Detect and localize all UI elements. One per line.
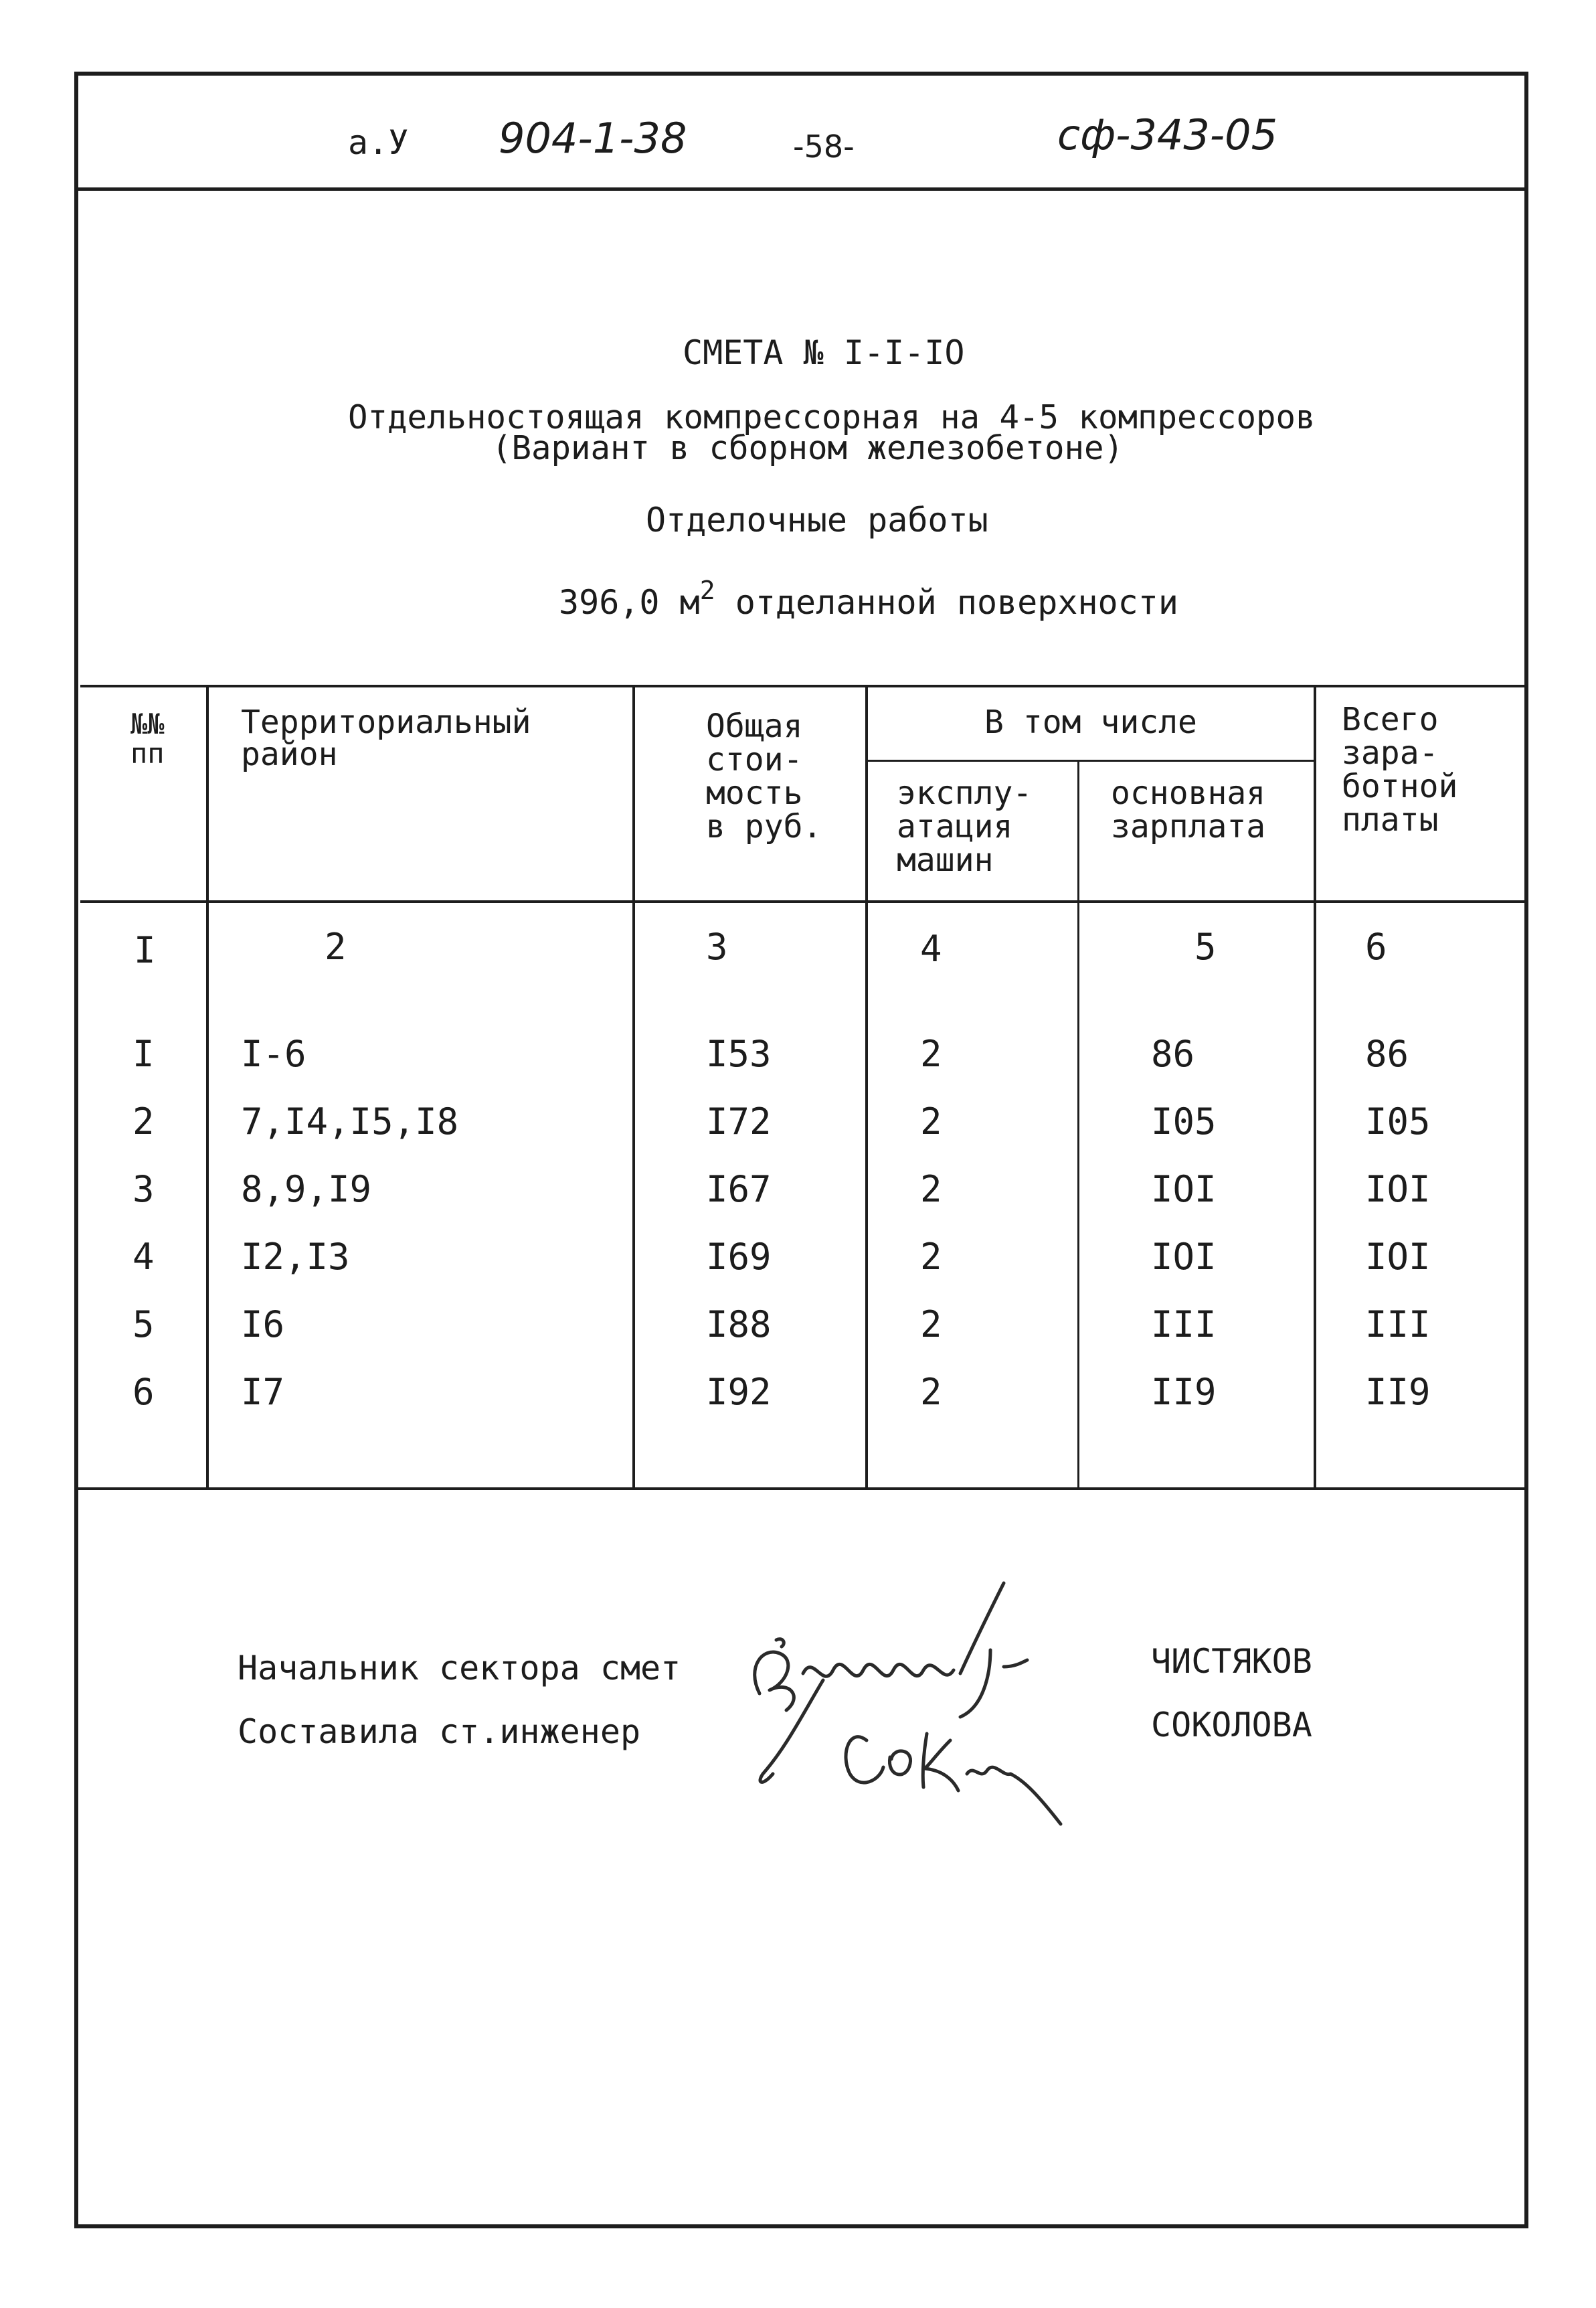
- signer-role: Составила ст.инженер: [238, 1712, 641, 1751]
- row-number: 5: [132, 1303, 155, 1345]
- row-number: 2: [132, 1100, 155, 1143]
- header-total-wages: Всего зара- ботной платы: [1342, 701, 1458, 839]
- col-divider-5: [1314, 685, 1316, 1490]
- district: 8,9,I9: [241, 1168, 372, 1210]
- header-machines: эксплу- атация машин: [897, 774, 1033, 879]
- total-wages: II9: [1365, 1371, 1431, 1413]
- table-row: [0, 1237, 1596, 1277]
- header-including: В том числе: [984, 704, 1197, 741]
- total-cost: I88: [706, 1303, 772, 1345]
- table-row: [0, 1169, 1596, 1210]
- column-number: 5: [1194, 926, 1217, 968]
- document-frame: [74, 72, 1528, 2228]
- row-number: 6: [132, 1371, 155, 1413]
- total-wages: IOI: [1365, 1236, 1431, 1278]
- table-row: [0, 1305, 1596, 1345]
- base-salary: 86: [1151, 1033, 1195, 1075]
- base-salary: IOI: [1151, 1236, 1217, 1278]
- machines-cost: 2: [920, 1236, 942, 1278]
- base-salary: II9: [1151, 1371, 1217, 1413]
- district: I6: [241, 1303, 285, 1345]
- table-bottom-border: [74, 1487, 1528, 1490]
- district: I7: [241, 1371, 285, 1413]
- sheet-code: сф-343-05: [1057, 110, 1278, 159]
- album-label: а.У: [348, 123, 409, 162]
- row-number: I: [132, 1033, 155, 1075]
- header-total-cost: Общая стои- мость в руб.: [706, 708, 822, 845]
- total-wages: III: [1365, 1303, 1431, 1345]
- total-cost: I53: [706, 1033, 772, 1075]
- quantity-number: 396,0 м: [559, 583, 700, 622]
- column-number: I: [134, 929, 156, 971]
- total-cost: I92: [706, 1371, 772, 1413]
- quantity: [559, 572, 1178, 621]
- column-number: 4: [920, 928, 942, 970]
- district: I2,I3: [241, 1236, 350, 1278]
- machines-cost: 2: [920, 1100, 942, 1143]
- total-cost: I69: [706, 1236, 772, 1278]
- signer-role: Начальник сектора смет: [238, 1649, 681, 1687]
- total-cost: I72: [706, 1100, 772, 1143]
- quantity-text: отделанной поверхности: [715, 583, 1178, 622]
- header-district: Территориальный район: [241, 704, 531, 773]
- district: I-6: [241, 1033, 306, 1075]
- district: 7,I4,I5,I8: [241, 1100, 459, 1143]
- row-number: 4: [132, 1236, 155, 1278]
- col-divider-1: [206, 685, 209, 1490]
- header-divider: [74, 187, 1528, 191]
- col-divider-3: [865, 685, 868, 1490]
- header-number: №№ пп: [130, 708, 165, 770]
- works-type: Отделочные работы: [646, 501, 988, 540]
- signer-name: ЧИСТЯКОВ: [1151, 1642, 1312, 1681]
- project-number: 904-1-38: [499, 114, 687, 163]
- total-wages: I05: [1365, 1100, 1431, 1143]
- object-variant: (Вариант в сборном железобетоне): [492, 429, 1124, 467]
- total-wages: 86: [1365, 1033, 1409, 1075]
- total-cost: I67: [706, 1168, 772, 1210]
- machines-cost: 2: [920, 1033, 942, 1075]
- base-salary: III: [1151, 1303, 1217, 1345]
- row-number: 3: [132, 1168, 155, 1210]
- signer-name: СОКОЛОВА: [1151, 1706, 1312, 1744]
- base-salary: IOI: [1151, 1168, 1217, 1210]
- column-number: 6: [1365, 926, 1387, 968]
- handwritten-signatures: [723, 1573, 1097, 1834]
- machines-cost: 2: [920, 1168, 942, 1210]
- total-wages: IOI: [1365, 1168, 1431, 1210]
- object-name: Отдельностоящая компрессорная на 4-5 компрессоров: [348, 398, 1316, 436]
- page-number: -58-: [793, 129, 855, 165]
- table-row: [0, 1102, 1596, 1142]
- header-bottom-border: [80, 900, 1528, 903]
- base-salary: I05: [1151, 1100, 1217, 1143]
- estimate-title: СМЕТА № I-I-IO: [683, 333, 965, 372]
- table-row: [0, 1034, 1596, 1074]
- column-number: 2: [325, 926, 347, 968]
- subheader-divider: [867, 760, 1315, 762]
- quantity-power: 2: [699, 576, 715, 605]
- header-base-salary: основная зарплата: [1111, 774, 1266, 845]
- table-top-border: [80, 685, 1528, 687]
- col-divider-2: [632, 685, 635, 1490]
- machines-cost: 2: [920, 1303, 942, 1345]
- table-row: [0, 1372, 1596, 1412]
- column-number: 3: [706, 926, 728, 968]
- machines-cost: 2: [920, 1371, 942, 1413]
